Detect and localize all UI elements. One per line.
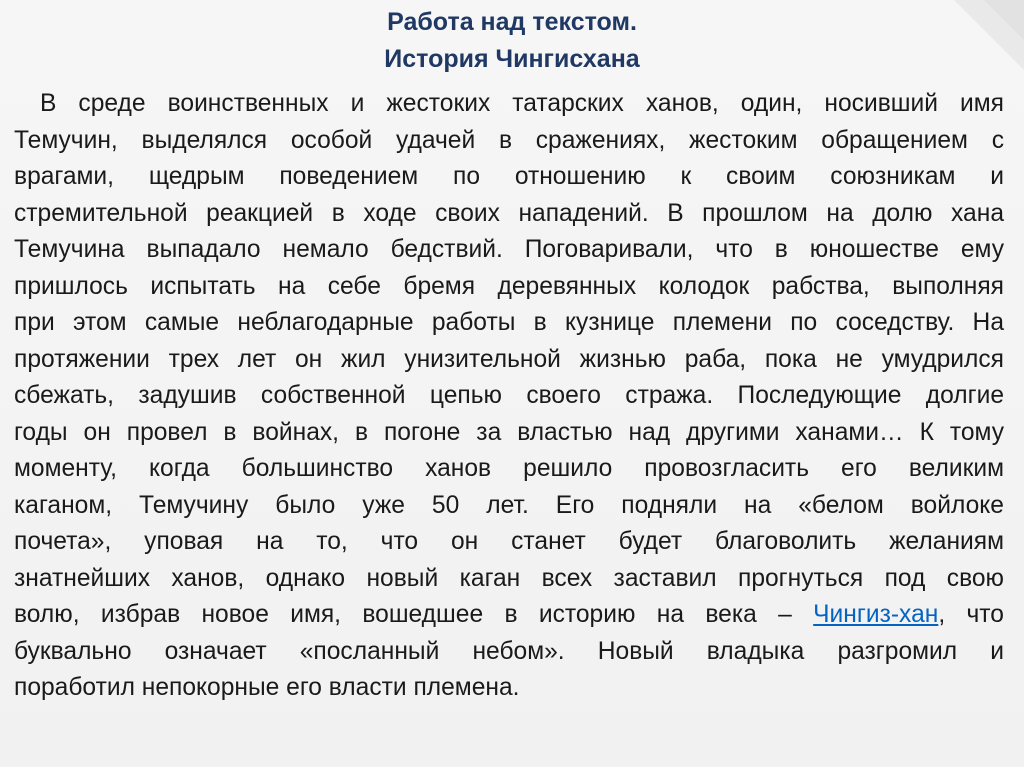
text-line: пришлось испытать на себе бремя деревянных колодок рабства, выполняя: [14, 272, 1004, 300]
title-line-2: История Чингисхана: [384, 45, 640, 73]
text-line: моменту, когда большинство ханов решило провозгласить его великим: [14, 455, 1004, 482]
slide-title: [0, 4, 1024, 78]
text-line: В среде воинственных и жестоких татарских ханов, один, носивший имя: [40, 90, 1004, 117]
text-line: годы он провел в войнах, в погоне за властью над другими ханами… К тому: [14, 418, 1004, 446]
text-line-with-link: [14, 597, 1004, 634]
text-line-last: поработил непокорные его власти племена.: [14, 674, 520, 701]
text-line: стремительной реакцией в ходе своих нападений. В прошлом на долю хана: [14, 199, 1004, 227]
text-line: протяжении трех лет он жил унизительной жизнью раба, пока не умудрился: [14, 345, 1004, 373]
link-line-after: , что: [938, 601, 1004, 628]
text-line: буквально означает «посланный небом». Новый владыка разгромил и: [14, 637, 1004, 665]
text-line: сбежать, задушив собственной цепью своего стража. Последующие долгие: [14, 382, 1004, 409]
text-line: Темучина выпадало немало бедствий. Поговаривали, что в юношестве ему: [14, 236, 1004, 263]
text-line: каганом, Темучину было уже 50 лет. Его подняли на «белом войлоке: [14, 491, 1004, 519]
text-line: почета», уповая на то, что он станет будет благоволить желаниям: [14, 528, 1004, 555]
text-line: знатнейших ханов, однако новый каган всех заставил прогнуться под свою: [14, 564, 1004, 592]
text-line: Темучин, выделялся особой удачей в сражениях, жестоким обращением с: [14, 126, 1004, 154]
chingiz-khan-link[interactable]: Чингиз-хан: [813, 601, 939, 628]
link-line-before: волю, избрав новое имя, вошедшее в историю на века –: [14, 601, 814, 628]
text-line: при этом самые неблагодарные работы в кузнице племени по соседству. На: [14, 309, 1004, 336]
text-line: врагами, щедрым поведением по отношению к своим союзникам и: [14, 163, 1004, 190]
title-line-1: Работа над текстом.: [387, 8, 637, 36]
body-paragraph: [14, 86, 1004, 707]
